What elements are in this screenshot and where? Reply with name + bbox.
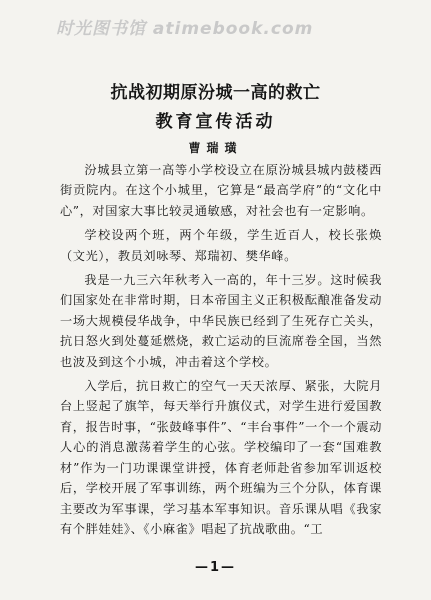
title-line-2: 教育宣传活动 bbox=[155, 112, 276, 132]
paragraph-4: 入学后，抗日救亡的空气一天天浓厚、紧张，大院月台上竖起了旗竿，每天举行升旗仪式，对学生进行爱国教育，报告时事，“张鼓峰事件”、“丰台事件”一个一个震动人心的消息激荡着学生的心弦。学校编印了一套“国难教材”作为一门功课课堂讲授，体育老师赴省参加军训返校后，学校开展了军事训练，两个班编为三个分队，体育课主要改为军事课，学习基本军事知识。音乐课从唱《我家有个胖娃娃》、《小麻雀》唱起了抗战歌曲。“工 bbox=[60, 379, 382, 536]
page-number: —1— bbox=[194, 560, 237, 575]
paragraph-1: 汾城县立第一高等小学校设立在原汾城县城内鼓楼西街贡院内。在这个小城里，它算是“最高学府”的“文化中心”，对国家大事比较灵通敏感，对社会也有一定影响。 bbox=[60, 163, 382, 218]
watermark: 时光图书馆 atimebook.com bbox=[56, 19, 314, 39]
body-text bbox=[60, 160, 382, 539]
paragraph-3: 我是一九三六年秋考入一高的，年十三岁。这时候我们国家处在非常时期，日本帝国主义正积极酝酿准备发动一场大规模侵华战争，中华民族已经到了生死存亡关头，抗日怒火到处蔓延燃烧，救亡运动的巨流席卷全国，当然也波及到这个小城，冲击着这个学校。 bbox=[60, 273, 382, 369]
author: 曹瑞璜 bbox=[188, 141, 243, 155]
title-line-1: 抗战初期原汾城一高的救亡 bbox=[110, 83, 321, 103]
paragraph-2: 学校设两个班，两个年级，学生近百人，校长张焕（文光），教员刘咏琴、郑瑞初、樊华峰。 bbox=[60, 228, 382, 263]
